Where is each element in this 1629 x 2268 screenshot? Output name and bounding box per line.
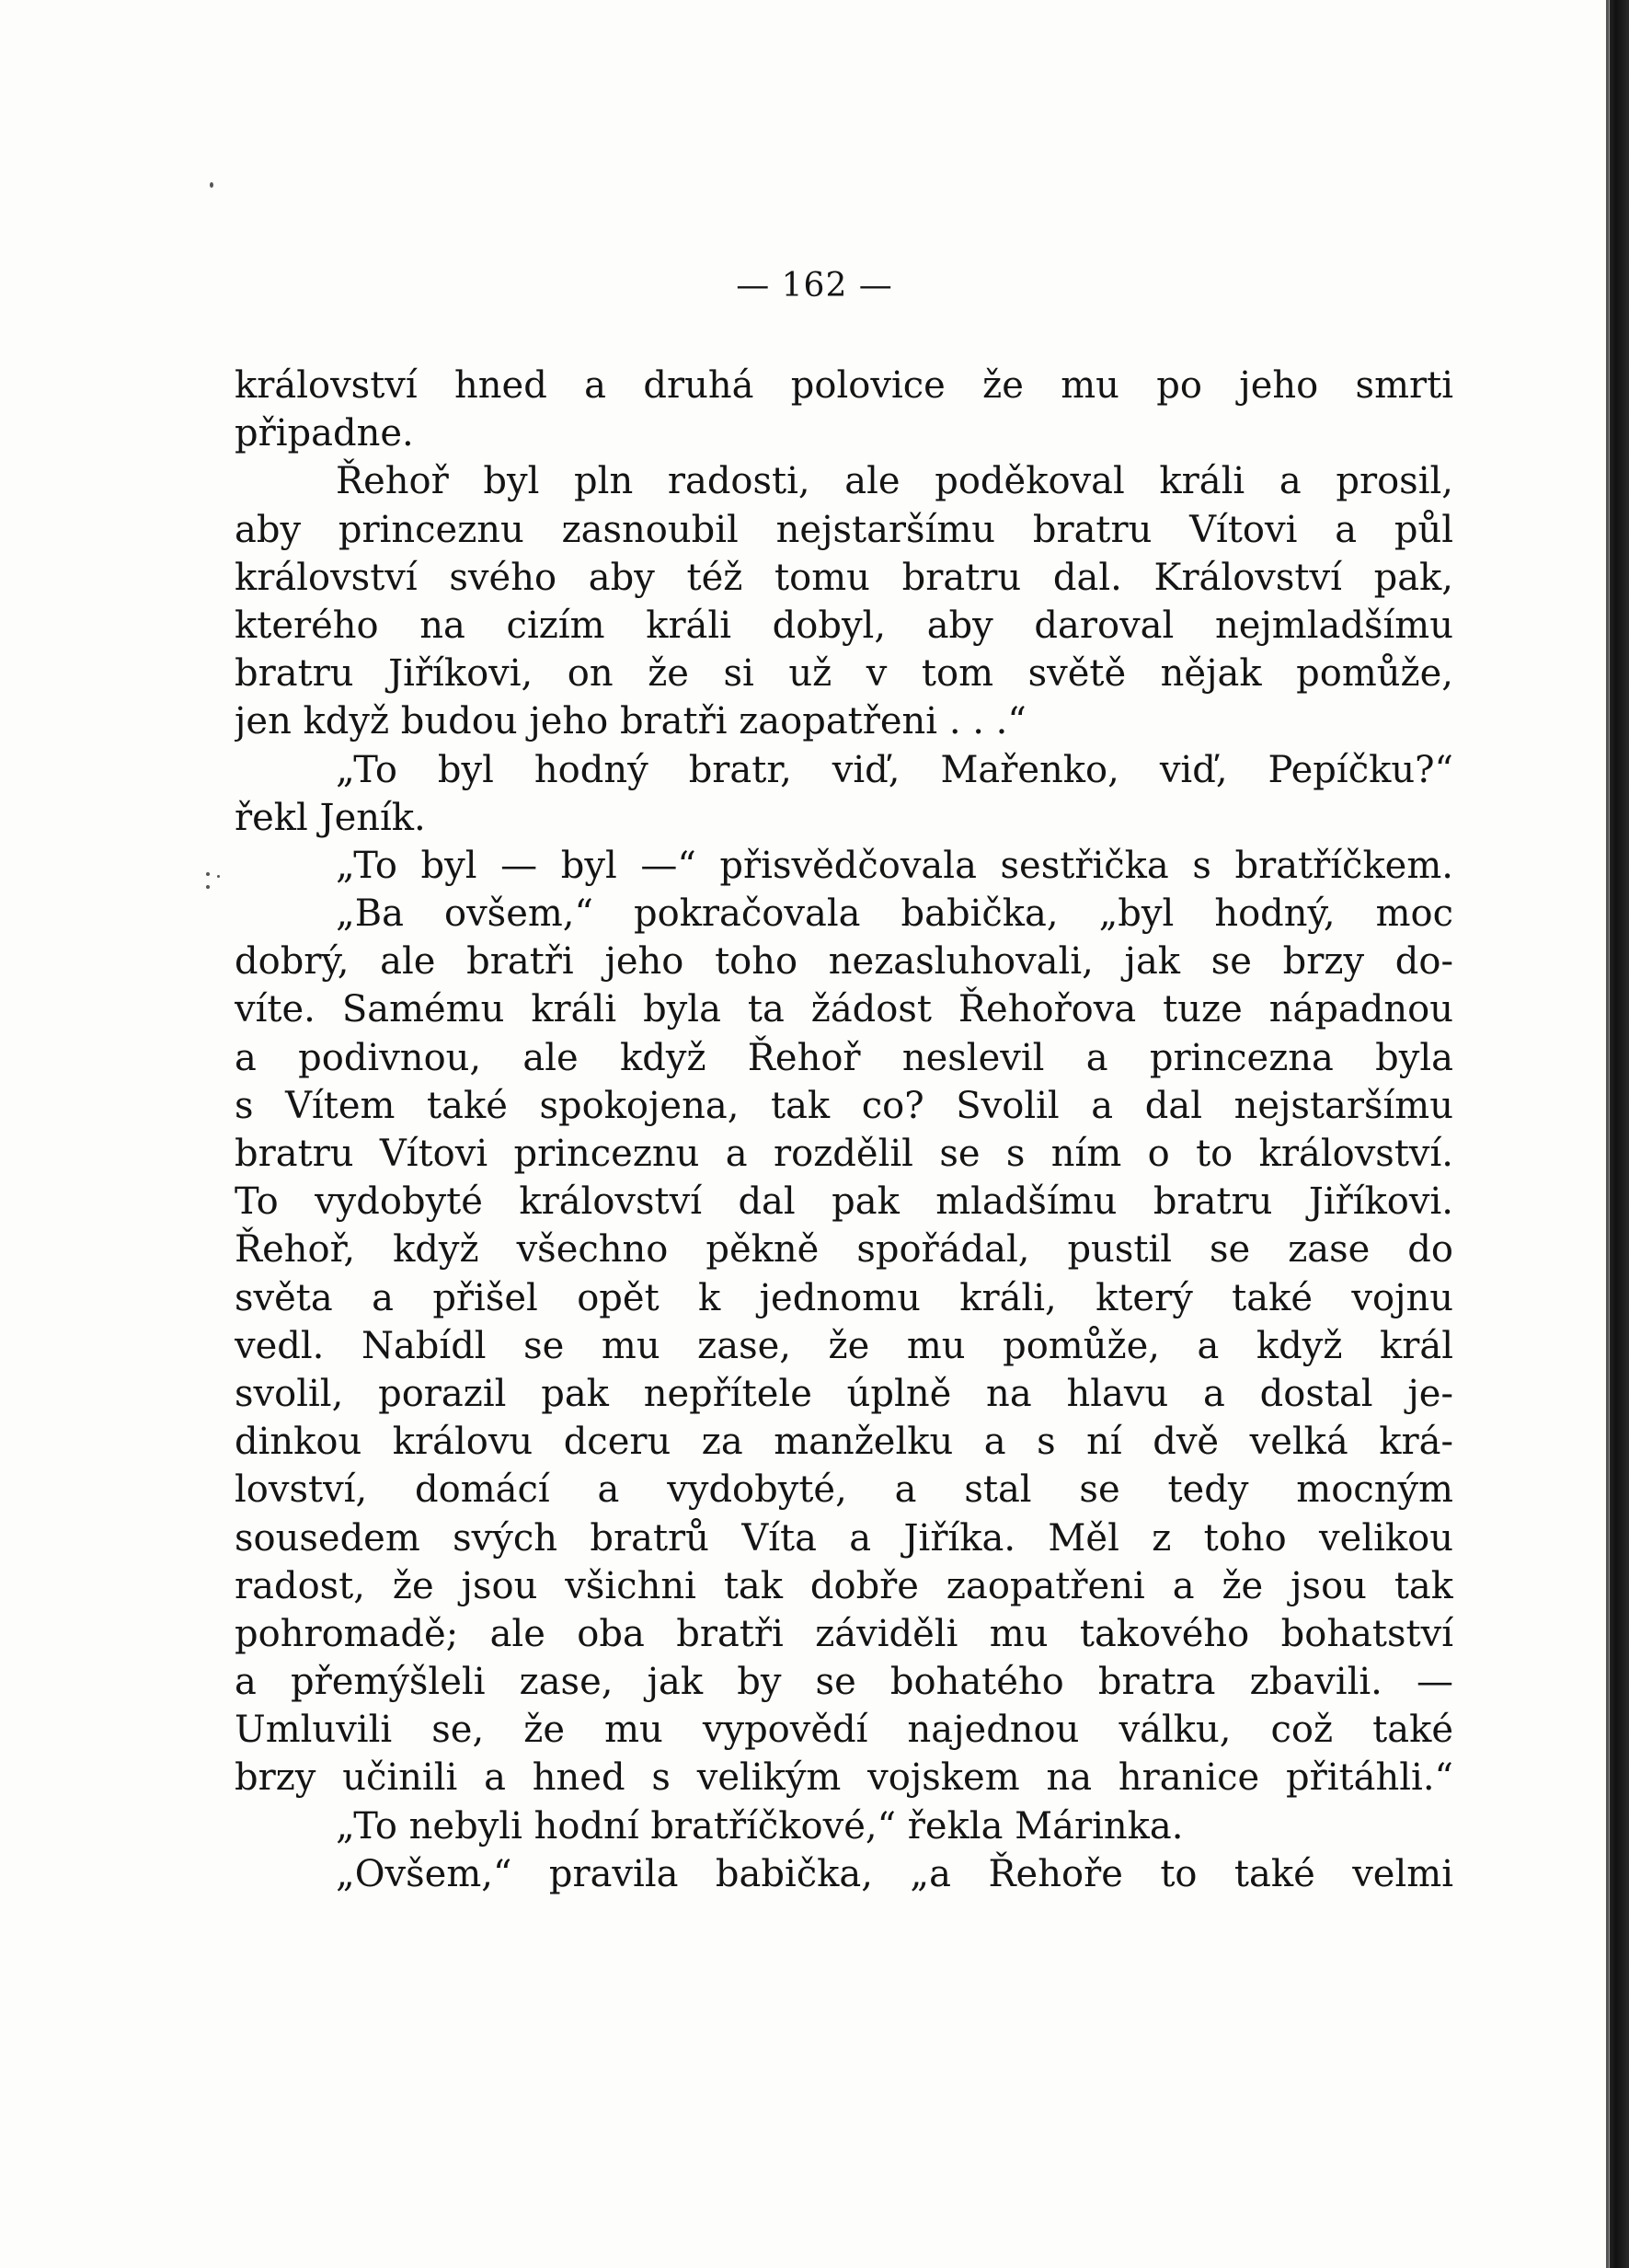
text-line: království hned a druhá polovice že mu po jeho smrti	[235, 364, 1453, 407]
text-line: Řehoř, když všechno pěkně spořádal, pustil se zase do	[235, 1228, 1453, 1272]
text-line: a podivnou, ale když Řehoř neslevil a princezna byla	[235, 1036, 1453, 1079]
text-line: připadne.	[235, 412, 414, 455]
text-line: bratru Vítovi princeznu a rozdělil se s ním o to království.	[235, 1133, 1453, 1175]
body-text	[235, 362, 1453, 1898]
text-line: radost, že jsou všichni tak dobře zaopatřeni a že jsou tak	[235, 1564, 1453, 1607]
text-line: království svého aby též tomu bratru dal. Království pak,	[235, 556, 1453, 599]
text-line: „Ba ovšem,“ pokračovala babička, „byl hodný, moc	[336, 892, 1453, 936]
text-line: dobrý, ale bratři jeho toho nezasluhovali, jak se brzy do-	[235, 940, 1453, 984]
scan-speck	[206, 872, 210, 876]
text-line: „To nebyli hodní bratříčkové,“ řekla Márinka.	[336, 1804, 1184, 1848]
page-number: — 162 —	[736, 267, 893, 305]
text-line: aby princeznu zasnoubil nejstaršímu bratru Vítovi a půl	[235, 508, 1453, 551]
page-edge-shadow	[1592, 0, 1629, 2268]
text-line: jen když budou jeho bratři zaopatřeni . . .“	[235, 700, 1027, 743]
text-line: svolil, porazil pak nepřítele úplně na hlavu a dostal je-	[235, 1372, 1453, 1415]
page-edge-line	[1606, 0, 1609, 2268]
text-line: a přemýšleli zase, jak by se bohatého bratra zbavili. —	[235, 1661, 1453, 1704]
text-line: vedl. Nabídl se mu zase, že mu pomůže, a když král	[235, 1324, 1453, 1367]
text-line: brzy učinili a hned s velikým vojskem na hranice přitáhli.“	[235, 1756, 1453, 1800]
scan-speck	[210, 182, 213, 188]
text-line: řekl Jeník.	[235, 796, 426, 839]
text-line: lovství, domácí a vydobyté, a stal se tedy mocným	[235, 1468, 1453, 1512]
text-line: „To byl hodný bratr, viď, Mařenko, viď, Pepíčku?“	[336, 748, 1453, 791]
text-line: Umluvili se, že mu vypovědí najednou válku, což také	[235, 1709, 1453, 1752]
text-line: pohromadě; ale oba bratři záviděli mu takového bohatství	[235, 1612, 1453, 1655]
text-line: kterého na cizím králi dobyl, aby daroval nejmladšímu	[235, 604, 1453, 647]
scan-speck	[206, 885, 210, 889]
text-line: „To byl — byl —“ přisvědčovala sestřička s bratříčkem.	[336, 844, 1453, 887]
scan-speck	[217, 875, 220, 878]
text-line: bratru Jiříkovi, on že si už v tom světě nějak pomůže,	[235, 652, 1453, 696]
text-line: sousedem svých bratrů Víta a Jiříka. Měl z toho velikou	[235, 1516, 1453, 1560]
text-line: dinkou královu dceru za manželku a s ní dvě velká krá-	[235, 1421, 1453, 1464]
text-line: „Ovšem,“ pravila babička, „a Řehoře to také velmi	[336, 1852, 1453, 1895]
text-line: víte. Samému králi byla ta žádost Řehořova tuze nápadnou	[235, 988, 1453, 1031]
text-line: s Vítem také spokojena, tak co? Svolil a dal nejstaršímu	[235, 1084, 1453, 1127]
text-line: Řehoř byl pln radosti, ale poděkoval králi a prosil,	[336, 460, 1453, 503]
text-line: světa a přišel opět k jednomu králi, který také vojnu	[235, 1276, 1453, 1319]
text-line: To vydobyté království dal pak mladšímu bratru Jiříkovi.	[235, 1180, 1453, 1224]
